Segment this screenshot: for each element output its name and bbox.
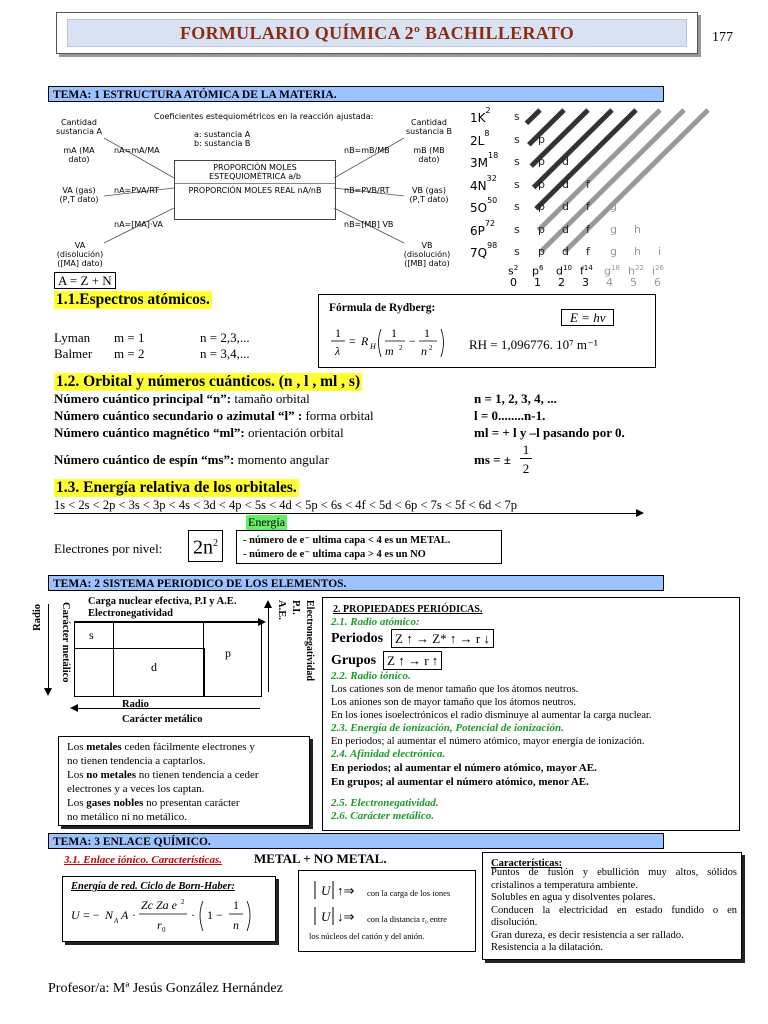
nb-gas: nB=PVB/RT <box>344 186 390 195</box>
aufbau-bottom-sup: 10 <box>562 263 572 272</box>
e-hv: E = hν <box>561 309 614 326</box>
aufbau-sublevel: f <box>586 245 590 258</box>
caract-item: Conducen la electricidad en estado fundido o en disolución. <box>491 904 737 928</box>
svg-text:n: n <box>233 918 239 932</box>
qn-spin <box>54 452 329 467</box>
qn-magnetico-desc: orientación orbital <box>244 425 344 440</box>
section-1-1: 1.1.Espectros atómicos. <box>56 291 210 308</box>
metal-note-2: - número de e⁻ ultima capa > 4 es un NO <box>243 549 426 560</box>
aufbau-row-sup: 72 <box>484 218 496 228</box>
block-p-divider <box>203 622 204 696</box>
caract-box <box>482 852 742 960</box>
block-d: d <box>151 660 157 674</box>
title-box <box>56 12 698 54</box>
svg-text:A: A <box>114 917 119 925</box>
aufbau-diagonal-arrow <box>538 110 660 230</box>
metales-text-part: Los <box>67 797 87 809</box>
aufbau-l-value: 1 <box>534 275 541 289</box>
metales-text-part: no tienen tendencia a captarlos. <box>67 755 206 767</box>
aufbau-row-sup: 18 <box>488 151 499 160</box>
tema3-header: TEMA: 3 ENLACE QUÍMICO. <box>48 833 664 849</box>
cant-b: Cantidad sustancia B <box>405 118 453 136</box>
coef-label: Coeficientes estequiométricos en la reacción ajustada: <box>154 112 374 121</box>
spin-den: 2 <box>522 461 530 476</box>
aufbau-bottom-sup: 26 <box>655 263 664 272</box>
metal-note-1: - número de e⁻ ultima capa < 4 es un METAL. <box>243 535 451 546</box>
qn-spin-val: ms = ± <box>474 452 511 467</box>
aufbau-bottom-sup: 6 <box>538 263 544 272</box>
qn-secundario-desc: forma orbital <box>302 408 374 423</box>
props-s23: 2.3. Energía de ionización, Potencial de ionización. <box>331 722 564 734</box>
svg-text:1: 1 <box>424 326 430 340</box>
aufbau-sublevel: d <box>562 200 569 213</box>
svg-text:1: 1 <box>335 326 341 340</box>
metal-nometal: METAL + NO METAL. <box>254 851 387 866</box>
qn-secundario <box>54 408 374 423</box>
lyman-name: Lyman <box>54 330 91 345</box>
vert-ae: A.E. <box>276 600 287 620</box>
aufbau-bottom-sup: 18 <box>610 263 620 272</box>
svg-text:m: m <box>385 344 394 358</box>
aufbau-sublevel: h <box>634 222 641 236</box>
svg-text:0: 0 <box>162 926 166 934</box>
nb-m: nB=mB/MB <box>344 146 390 155</box>
metales-text-part: no metálico ni no metálico. <box>67 811 188 823</box>
aufbau-sublevel: d <box>562 222 569 236</box>
vb-dis: VB (disolución) ([MB] dato) <box>403 241 451 268</box>
aufbau-l-value: 0 <box>510 275 517 289</box>
metales-line <box>67 754 259 768</box>
aufbau-bottom-sublevel: $i^{26}$ <box>652 263 664 278</box>
svg-text:1: 1 <box>233 898 239 912</box>
props-l5: En periodos; al aumentar el número atómico, mayor AE. <box>331 762 597 774</box>
aufbau-row-label: $5O^{50}$ <box>470 196 498 215</box>
page-number: 177 <box>712 30 733 45</box>
tema1-header: TEMA: 1 ESTRUCTURA ATÓMICA DE LA MATERIA. <box>48 86 664 102</box>
aufbau-sublevel: s <box>514 155 520 168</box>
coef-a: a: sustancia A <box>194 130 251 139</box>
svg-text:↑⇒: ↑⇒ <box>337 883 355 898</box>
svg-text:2: 2 <box>181 898 185 906</box>
central-estequiometrica: PROPORCIÓN MOLES ESTEQUIOMÉTRICA a/b <box>175 161 335 184</box>
tema2-header: TEMA: 2 SISTEMA PERIODICO DE LOS ELEMENTOS. <box>48 575 664 591</box>
props-l2: Los aniones son de mayor tamaño que los átomos neutros. <box>331 697 576 708</box>
qn-secundario-name: Número cuántico secundario o azimutal “l” : <box>54 408 303 423</box>
nb-dis: nB=[MB] VB <box>344 220 394 229</box>
radio-bottom-arrow-icon <box>70 704 78 712</box>
qn-spin-desc: momento angular <box>234 452 329 467</box>
caract-item: Puntos de fusión y ebullición muy altos, sólidos cristalinos a temperatura ambiente. <box>491 867 737 891</box>
qn-principal-val: n = 1, 2, 3, 4, ... <box>474 391 557 406</box>
metales-text-part: no metales <box>86 769 137 781</box>
aufbau-sublevel: d <box>562 245 569 258</box>
radio-bottom-line <box>74 708 260 709</box>
props-grupos: Grupos <box>331 653 377 668</box>
lyman-n: n = 2,3,... <box>200 330 250 345</box>
svg-text:U: U <box>321 909 331 924</box>
section-1-3: 1.3. Energía relativa de los orbitales. <box>56 479 297 496</box>
svg-text:·: · <box>132 908 136 922</box>
periodic-table-box <box>74 621 262 697</box>
aufbau-sublevel: g <box>610 222 617 236</box>
svg-text:1 −: 1 − <box>207 908 223 922</box>
balmer-m: m = 2 <box>114 346 145 361</box>
metales-line <box>67 810 259 824</box>
qn-spin-name: Número cuántico de espín “ms”: <box>54 452 235 467</box>
carga-label: Carga nuclear efectiva, P.I y A.E. Electronegatividad <box>88 596 237 619</box>
svg-text:Zc Za e: Zc Za e <box>141 898 177 912</box>
u-line1: con la carga de los iones <box>367 888 451 898</box>
block-s-divider <box>75 648 113 649</box>
svg-text:1: 1 <box>391 326 397 340</box>
rydberg-formula <box>329 323 469 365</box>
qn-principal-name: Número cuántico principal “n”: <box>54 391 232 406</box>
aufbau-sublevel: s <box>514 177 520 191</box>
two-n2-sup: 2 <box>213 538 218 549</box>
svg-text:H: H <box>370 342 376 351</box>
na-dis: nA=[MA]·VA <box>114 220 163 229</box>
aufbau-row-sup: 32 <box>486 173 497 183</box>
spin-num: 1 <box>522 442 530 457</box>
qn-principal <box>54 391 310 406</box>
metal-note-box <box>236 530 502 564</box>
props-s21: 2.1. Radio atómico: <box>331 616 420 628</box>
energia-label: Energía <box>248 515 286 529</box>
rydberg-title: Fórmula de Rydberg: <box>329 302 436 314</box>
aufbau-l-value: 3 <box>582 275 589 289</box>
qn-magnetico <box>54 425 344 440</box>
u-line2: con la distancia r₀ entre <box>367 914 447 924</box>
grupos-formula: Z ↑ → r ↑ <box>383 651 442 670</box>
aufbau-sublevel: d <box>562 155 569 168</box>
props-l4: En periodos; al aumentar el número atómico, mayor energía de ionización. <box>331 736 645 747</box>
svg-text:2: 2 <box>429 344 433 352</box>
aufbau-row-sup: 98 <box>487 241 498 250</box>
aufbau-diagonal-arrow <box>526 110 540 123</box>
radio-left: Radio <box>32 604 43 631</box>
page-title: FORMULARIO QUÍMICA 2º BACHILLERATO <box>67 19 687 47</box>
aufbau-row-label: $1K^2$ <box>470 106 491 125</box>
block-s: s <box>89 628 94 642</box>
metales-text-part: metales <box>86 741 122 753</box>
caracter-left: Carácter metálico <box>60 602 71 683</box>
aufbau-sublevel: g <box>610 200 617 213</box>
metales-text-part: gases nobles <box>86 797 144 809</box>
aufbau-l-value: 5 <box>630 275 637 289</box>
radio-arrow-icon <box>44 688 52 696</box>
aufbau-sublevel: p <box>538 177 545 191</box>
svg-text:U: U <box>321 883 331 898</box>
svg-text:−: − <box>409 334 416 348</box>
caract-item: Resistencia a la dilatación. <box>491 942 603 953</box>
na-gas: nA=PVA/RT <box>114 186 160 195</box>
rh-value: RH = 1,096776. 10⁷ m⁻¹ <box>469 337 598 352</box>
va-gas: VA (gas) (P,T dato) <box>59 186 99 204</box>
aufbau-bottom-sublevel: $s^2$ <box>508 263 519 278</box>
aufbau-sublevel: s <box>514 200 520 213</box>
aufbau-diagram <box>466 104 716 294</box>
energy-order: 1s < 2s < 2p < 3s < 3p < 4s < 3d < 4p < 5s < 4d < 5p < 6s < 4f < 5d < 6p < 7s < 5f < 6d < 7p <box>54 498 518 512</box>
aufbau-bottom-sublevel: $d^{10}$ <box>556 263 572 278</box>
svg-text:·: · <box>191 908 195 922</box>
u-line3: los núcleos del catión y del anión. <box>309 931 425 941</box>
aufbau-row-label: $4N^{32}$ <box>470 173 497 193</box>
ma: mA (MA dato) <box>63 146 95 164</box>
aufbau-l-value: 2 <box>558 275 565 289</box>
qn-magnetico-name: Número cuántico magnético “ml”: <box>54 425 245 440</box>
two-n2: 2n <box>193 536 213 559</box>
vert-electroneg: Electronegatividad <box>304 600 315 681</box>
props-s24: 2.4. Afinidad electrónica. <box>331 748 446 760</box>
qn-magnetico-val: ml = + l y –l pasando por 0. <box>474 425 625 440</box>
spin-frac-line <box>520 458 532 459</box>
born-haber-formula <box>69 893 269 937</box>
svg-text:A: A <box>121 908 129 922</box>
svg-text:λ: λ <box>335 344 341 358</box>
electrones-nivel: Electrones por nivel: <box>54 541 163 556</box>
aufbau-row-sup: 50 <box>487 196 498 205</box>
block-d-box <box>113 648 205 697</box>
aufbau-l-value: 4 <box>606 275 613 289</box>
aufbau-sublevel: s <box>514 222 520 236</box>
svg-text:R: R <box>361 334 369 348</box>
aufbau-sublevel: g <box>610 245 617 258</box>
aufbau-sublevel: p <box>538 200 545 213</box>
born-haber-title: Energía de red. Ciclo de Born-Haber: <box>71 881 235 892</box>
aufbau-sublevel: s <box>514 110 520 123</box>
svg-text:n: n <box>421 344 427 358</box>
aufbau-bottom-sublevel: $p^6$ <box>532 263 544 278</box>
aufbau-sublevel: p <box>538 155 545 168</box>
svg-text:N: N <box>105 908 114 922</box>
aufbau-sublevel: i <box>658 245 662 258</box>
vert-pi: P.I. <box>290 600 301 615</box>
props-title: 2. PROPIEDADES PERIÓDICAS. <box>333 604 483 615</box>
svg-text:↓⇒: ↓⇒ <box>337 909 355 924</box>
props-s26: 2.6. Carácter metálico. <box>331 810 434 822</box>
aufbau-row-sup: 8 <box>484 128 490 138</box>
radio-bottom: Radio <box>122 699 149 710</box>
na-m: nA=mA/MA <box>114 146 160 155</box>
aufbau-l-value: 6 <box>654 275 661 289</box>
born-haber-box <box>62 876 276 942</box>
aufbau-row-label: $3M^{18}$ <box>470 151 499 170</box>
aufbau-sublevel: f <box>586 222 590 236</box>
lyman-m: m = 1 <box>114 330 145 345</box>
balmer-n: n = 3,4,... <box>200 346 250 361</box>
aufbau-bottom-sublevel: $h^{22}$ <box>628 263 644 278</box>
svg-text:=: = <box>349 334 356 348</box>
metales-line <box>67 740 259 754</box>
props-l6: En grupos; al aumentar el número atómico, menor AE. <box>331 776 589 788</box>
balmer-name: Balmer <box>54 346 93 361</box>
s31: 3.1. Enlace iónico. Características. <box>64 854 222 866</box>
mb: mB (MB dato) <box>413 146 445 164</box>
block-s-top <box>75 622 114 648</box>
vb-gas: VB (gas) (P,T dato) <box>409 186 449 204</box>
qn-principal-desc: tamaño orbital <box>231 391 310 406</box>
aufbau-sublevel: s <box>514 245 520 258</box>
stoich-diagram <box>54 108 454 273</box>
metales-line <box>67 782 259 796</box>
aufbau-sublevel: h <box>634 245 641 258</box>
aufbau-bottom-sup: 14 <box>583 263 593 272</box>
cant-a: Cantidad sustancia A <box>55 118 103 136</box>
svg-text:U: U <box>71 908 80 922</box>
svg-text:r: r <box>157 918 162 932</box>
props-s22: 2.2. Radio iónico. <box>331 670 411 682</box>
props-box <box>322 597 740 831</box>
right-arrow-line <box>268 604 269 692</box>
metales-text-part: Los <box>67 741 87 753</box>
va-dis: VA (disolución) ([MA] dato) <box>56 241 104 268</box>
aufbau-sublevel: p <box>538 132 545 146</box>
section-1-2: 1.2. Orbital y números cuánticos. (n , l , ml , s) <box>56 373 361 390</box>
aufbau-bottom-sublevel: $g^{18}$ <box>604 263 620 278</box>
metales-text-part: ceden fácilmente electrones y <box>121 741 255 753</box>
central-box <box>174 160 336 220</box>
aufbau-row-label: $7Q^{98}$ <box>470 241 498 260</box>
metales-line <box>67 796 259 810</box>
rydberg-box <box>318 294 656 368</box>
coef-b: b: sustancia B <box>194 139 251 148</box>
metales-text-part: no tienen tendencia a ceder <box>136 769 259 781</box>
radio-arrow-line <box>48 604 49 692</box>
caract-item: Solubles en agua y disolventes polares. <box>491 892 656 903</box>
u-box <box>298 870 476 952</box>
aufbau-sublevel: s <box>514 132 520 146</box>
energy-axis <box>54 513 638 514</box>
props-periodos: Periodos <box>331 631 384 646</box>
aufbau-l-values <box>510 276 678 289</box>
block-p: p <box>225 646 231 660</box>
metales-line <box>67 768 259 782</box>
metales-text-part: electrones y a veces los captan. <box>67 783 205 795</box>
svg-text:= −: = − <box>83 908 100 922</box>
aufbau-sublevel: p <box>538 245 545 258</box>
a-equation: A = Z + N <box>54 272 116 289</box>
aufbau-sublevel: f <box>586 177 590 191</box>
props-l3: En los iones isoelectrónicos el radio disminuye al aumentar la carga nuclear. <box>331 710 652 721</box>
metales-text-part: Los <box>67 769 87 781</box>
central-real: PROPORCIÓN MOLES REAL nA/nB <box>188 186 322 195</box>
right-arrow-icon <box>264 600 272 608</box>
aufbau-sublevel: d <box>562 177 569 191</box>
caract-item: Gran dureza, es decir resistencia a ser rallado. <box>491 929 684 941</box>
qn-secundario-val: l = 0........n-1. <box>474 408 546 423</box>
caract-title: Características: <box>491 858 563 869</box>
aufbau-row-label: $2L^8$ <box>470 128 490 148</box>
aufbau-row-label: $6P^{72}$ <box>470 218 496 238</box>
energy-arrow-icon <box>636 509 644 517</box>
u-formula <box>309 877 369 933</box>
aufbau-bottom-sup: 22 <box>634 263 644 272</box>
aufbau-sublevel: p <box>538 222 545 236</box>
aufbau-bottom-sublevel: $f^{14}$ <box>580 263 593 278</box>
two-n2-box <box>188 530 223 562</box>
props-s25: 2.5. Electronegatividad. <box>331 797 439 809</box>
aufbau-sublevel: f <box>586 200 590 213</box>
metales-text-part: no presentan carácter <box>143 797 240 809</box>
caracter-bottom: Carácter metálico <box>122 714 203 725</box>
periodos-formula: Z ↑ → Z* ↑ → r ↓ <box>391 629 494 648</box>
aufbau-bottom-sup: 2 <box>513 263 519 272</box>
aufbau-row-sup: 2 <box>485 106 491 115</box>
metales-box <box>58 736 310 826</box>
footer: Profesor/a: Mª Jesús González Hernández <box>48 981 283 996</box>
props-l1: Los cationes son de menor tamaño que los átomos neutros. <box>331 684 579 695</box>
svg-text:2: 2 <box>399 344 403 352</box>
